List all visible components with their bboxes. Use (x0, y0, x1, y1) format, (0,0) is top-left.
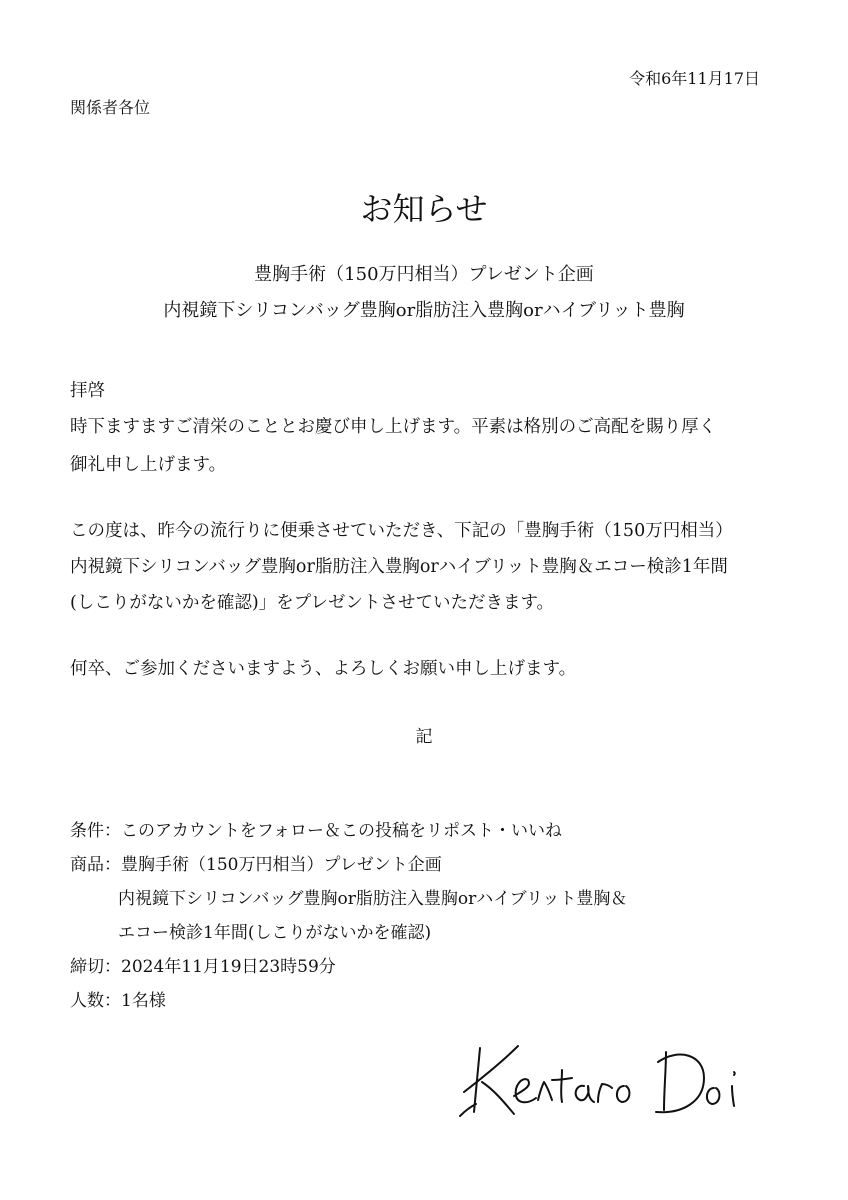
paragraph-2-line-1: この度は、昨今の流行りに便乗させていただき、下記の「豊胸手術（150万円相当） (70, 521, 733, 541)
condition-requirement: 条件：このアカウントをフォロー＆この投稿をリポスト・いいね (70, 821, 562, 841)
paragraph-3: 何卒、ご参加くださいますよう、よろしくお願い申し上げます。 (70, 659, 577, 679)
condition-count: 人数：1名様 (70, 991, 166, 1011)
ki-heading: 記 (415, 727, 433, 747)
paragraph-2-line-3: (しこりがないかを確認)」をプレゼントさせていただきます。 (70, 593, 555, 613)
signature-text: Kentaro Doi (452, 1030, 459, 1031)
paragraph-1-line-1: 時下ますますご清栄のこととお慶び申し上げます。平素は格別のご高配を賜り厚く (70, 417, 717, 437)
document-title: お知らせ (360, 190, 488, 228)
greeting: 拝啓 (70, 381, 105, 401)
date: 令和6年11月17日 (629, 69, 760, 88)
condition-prize-line-2: 内視鏡下シリコンバッグ豊胸or脂肪注入豊胸orハイブリット豊胸＆ (118, 889, 628, 909)
condition-deadline: 締切：2024年11月19日23時59分 (70, 957, 336, 977)
subtitle-line-1: 豊胸手術（150万円相当）プレゼント企画 (254, 264, 594, 285)
paragraph-1-line-2: 御礼申し上げます。 (70, 455, 227, 475)
condition-prize-line-3: エコー検診1年間(しこりがないかを確認) (118, 923, 432, 943)
condition-prize-line-1: 商品：豊胸手術（150万円相当）プレゼント企画 (70, 855, 442, 875)
addressee: 関係者各位 (70, 98, 151, 117)
subtitle-line-2: 内視鏡下シリコンバッグ豊胸or脂肪注入豊胸orハイブリット豊胸 (163, 300, 685, 321)
handwritten-signature (452, 1030, 752, 1130)
paragraph-2-line-2: 内視鏡下シリコンバッグ豊胸or脂肪注入豊胸orハイブリット豊胸＆エコー検診1年間 (70, 557, 728, 577)
